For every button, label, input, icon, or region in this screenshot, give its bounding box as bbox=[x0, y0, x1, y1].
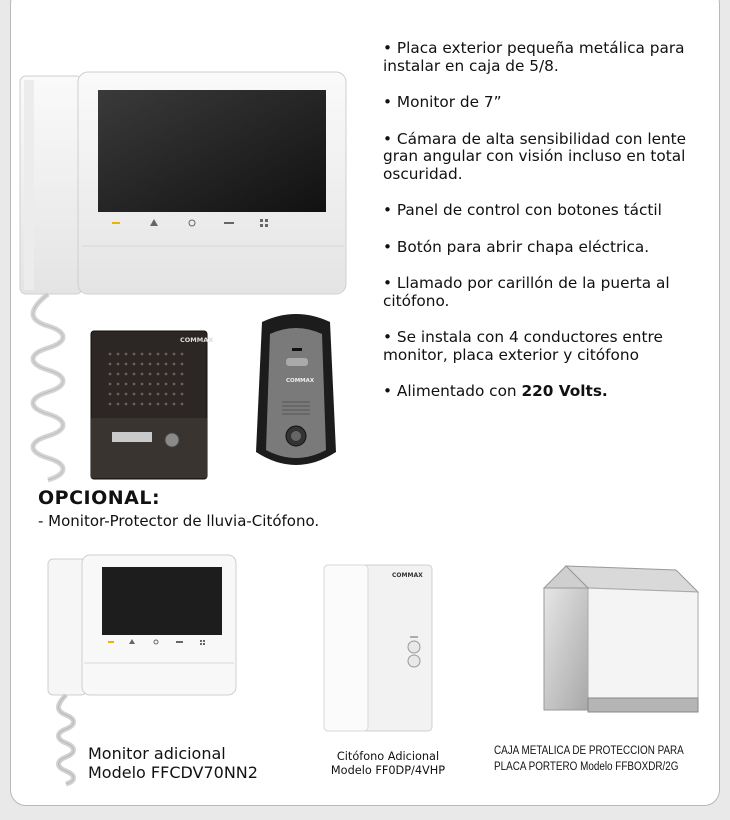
citofono-image bbox=[318, 563, 438, 735]
feature-item: • Panel de control con botones táctil bbox=[383, 201, 662, 219]
monitor-caption: Monitor adicional Modelo FFCDV70NN2 bbox=[88, 744, 258, 782]
features-list bbox=[383, 40, 723, 420]
caja-metalica-image bbox=[536, 560, 704, 720]
svg-text:COMMAX: COMMAX bbox=[180, 336, 214, 344]
caja-caption: CAJA METALICA DE PROTECCION PARA PLACA PORTERO Modelo FFBOXDR/2G bbox=[494, 745, 684, 773]
feature-item: • Cámara de alta sensibilidad con lente gran angular con visión incluso en total oscuridad. bbox=[383, 129, 687, 183]
citofono-caption: Citófono Adicional Modelo FF0DP/4VHP bbox=[330, 750, 446, 777]
feature-item: • Monitor de 7” bbox=[383, 93, 502, 111]
feature-item: • Alimentado con 220 Volts. bbox=[383, 382, 608, 400]
svg-text:COMMAX: COMMAX bbox=[392, 572, 423, 579]
opcional-title: OPCIONAL: bbox=[38, 487, 161, 509]
feature-item: • Placa exterior pequeña metálica para instalar en caja de 5/8. bbox=[383, 39, 685, 75]
feature-item: • Se instala con 4 conductores entre monitor, placa exterior y citófono bbox=[383, 328, 663, 364]
feature-item: • Llamado por carillón de la puerta al citófono. bbox=[383, 274, 670, 310]
feature-item: • Botón para abrir chapa eléctrica. bbox=[383, 237, 650, 256]
svg-text:COMMAX: COMMAX bbox=[286, 378, 315, 384]
door-panel-rounded-image bbox=[252, 312, 340, 472]
door-panel-square-image bbox=[90, 330, 214, 480]
opcional-description: - Monitor-Protector de lluvia-Citófono. bbox=[38, 512, 320, 530]
